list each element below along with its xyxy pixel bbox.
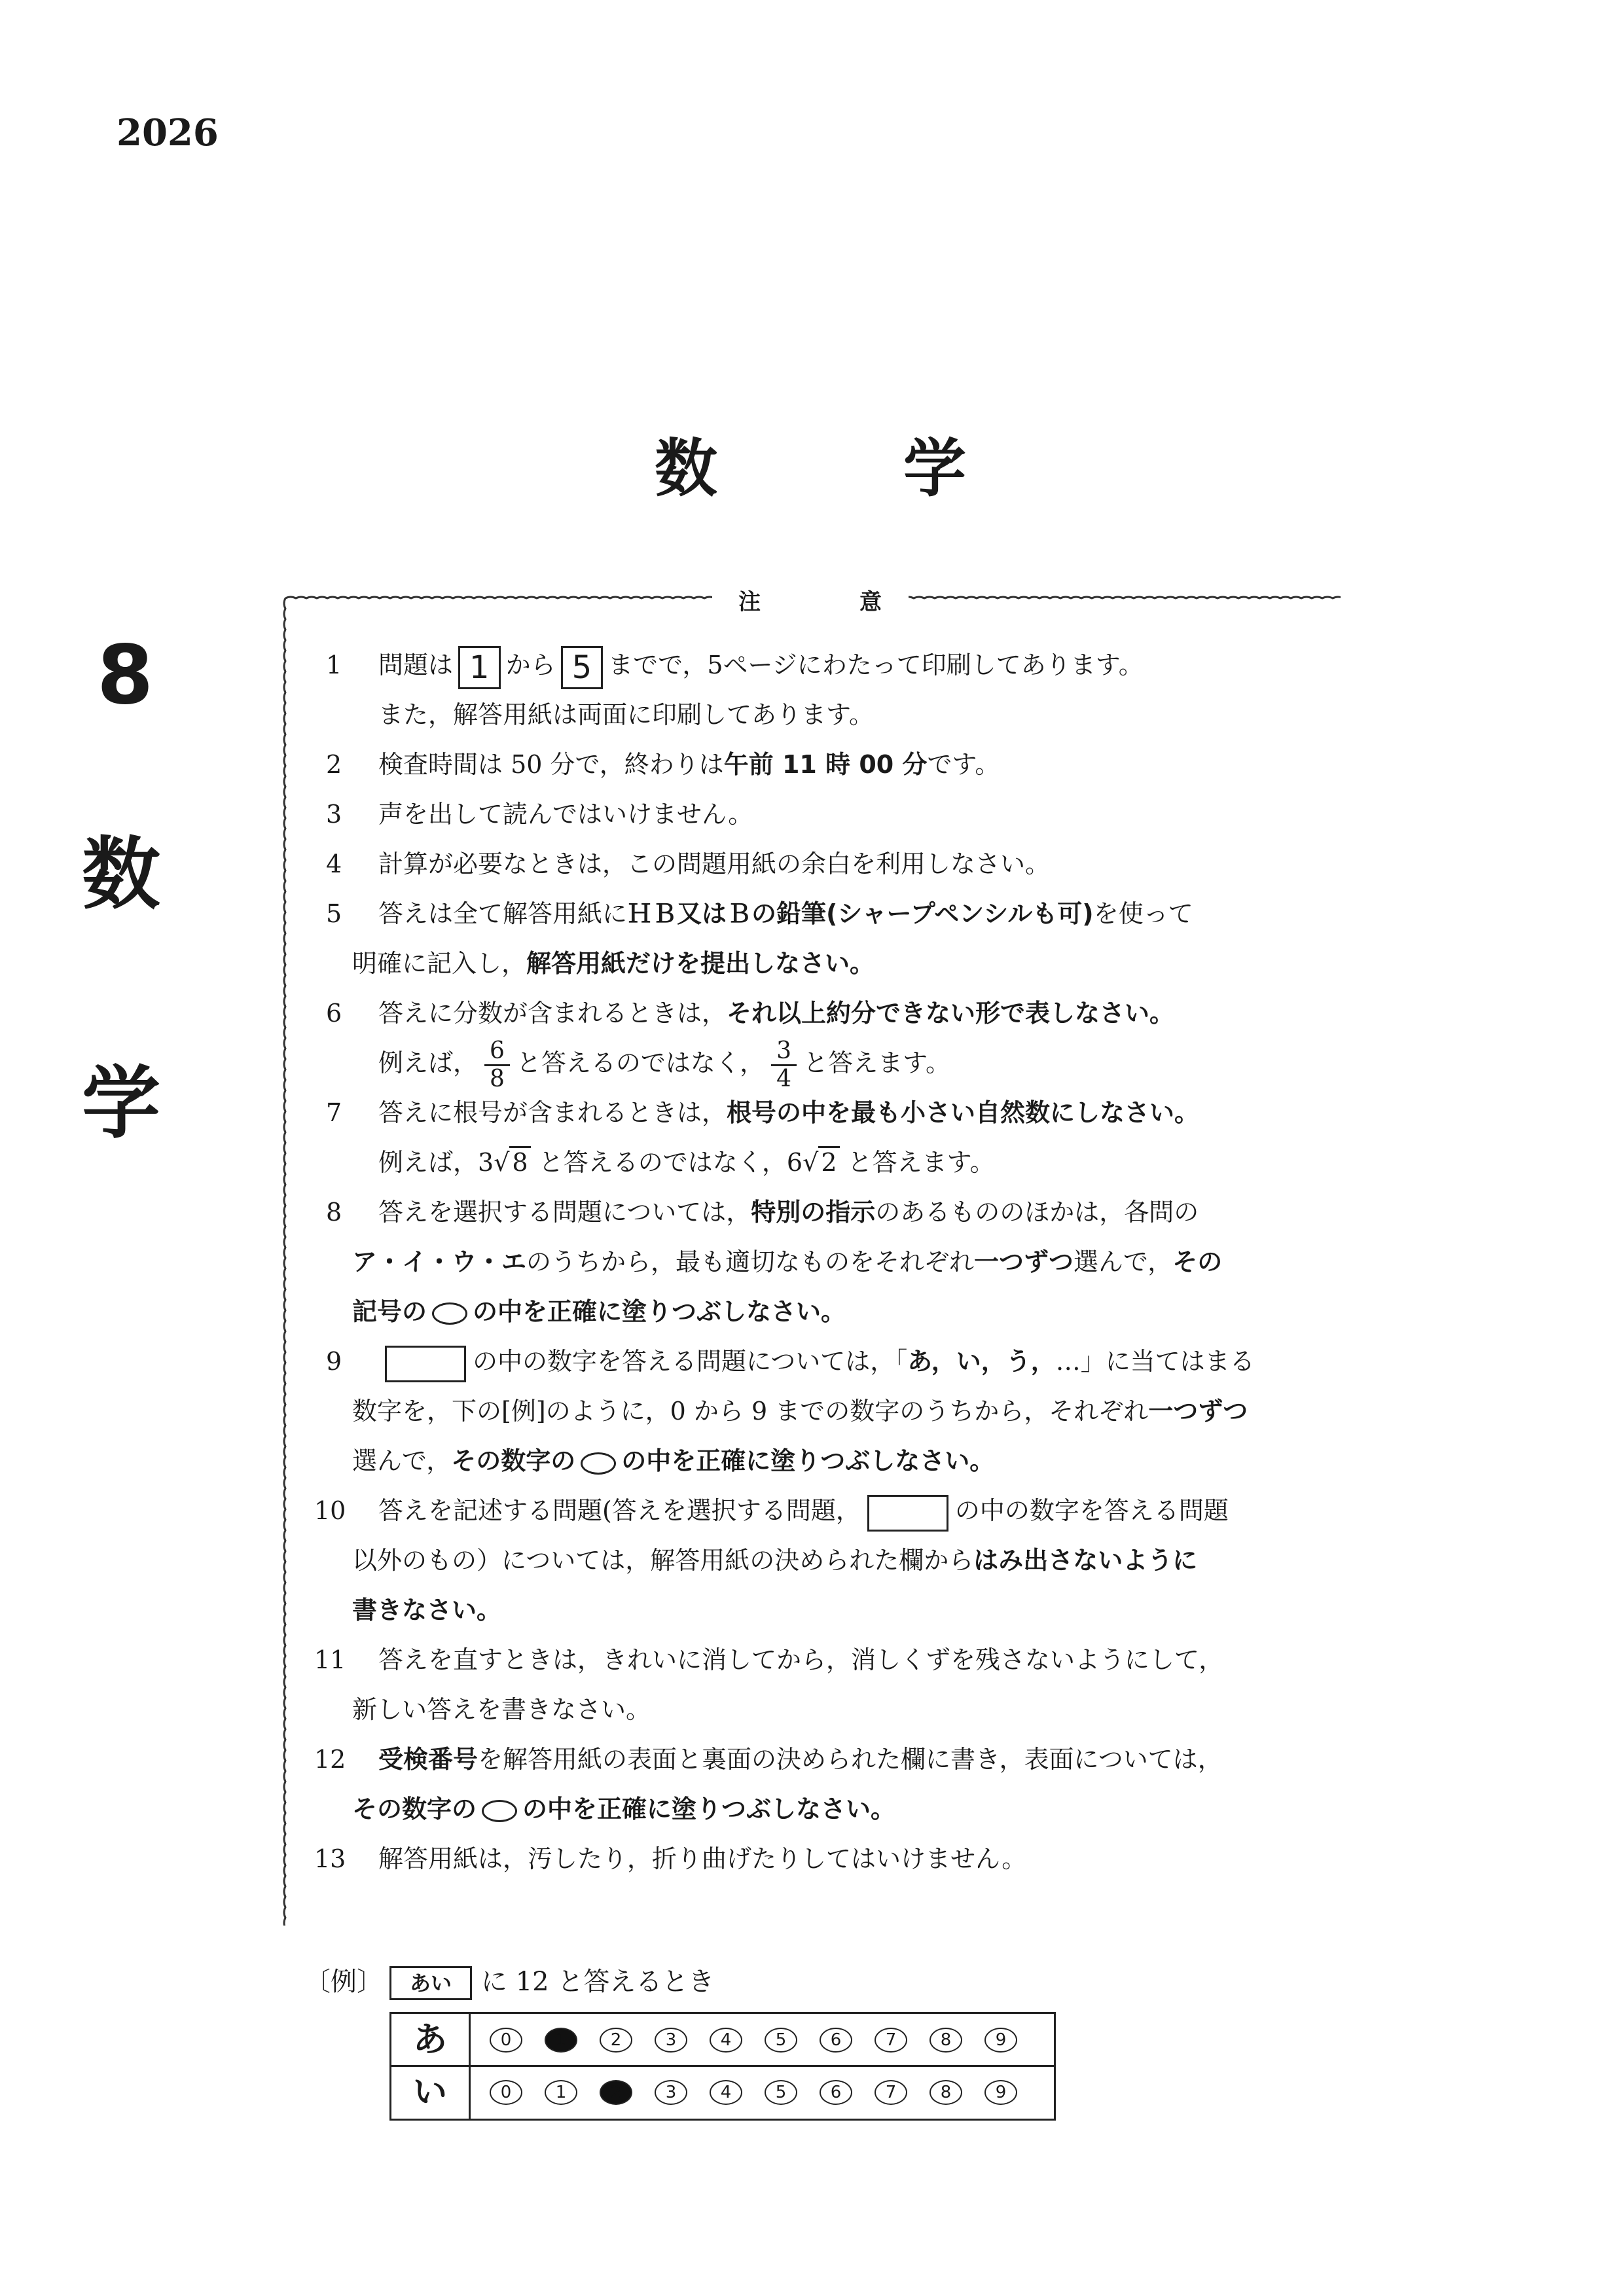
item-text: 問題は xyxy=(378,651,454,679)
item-number: 3 xyxy=(326,800,342,829)
item-number: 5 xyxy=(326,899,342,928)
item-text: から xyxy=(505,651,556,679)
item-text: 例えば， xyxy=(378,1049,478,1077)
item-text: を解答用紙の表面と裏面の決められた欄に書き，表面については， xyxy=(478,1745,1223,1774)
item-text-bold: あ，い，う， xyxy=(907,1347,1056,1376)
side-subject-char-1: 数 xyxy=(82,829,160,920)
answer-bubble-i-3[interactable]: 3 xyxy=(655,2080,687,2105)
item-text: と答えます。 xyxy=(803,1049,951,1077)
answer-bubble-a-2[interactable]: 2 xyxy=(600,2028,632,2053)
item-text: また，解答用紙は両面に印刷してあります。 xyxy=(378,700,874,729)
item-text: 例えば，3 xyxy=(378,1148,494,1177)
answer-bubble-i-0[interactable]: 0 xyxy=(490,2080,522,2105)
notice-item-9 xyxy=(326,1336,1308,1386)
item-text: 答えを選択する問題については， xyxy=(378,1198,751,1227)
notice-head-char-2: 意 xyxy=(859,589,882,615)
answer-bubble-i-7[interactable]: 7 xyxy=(875,2080,907,2105)
item-text-bold: 記号の xyxy=(352,1297,427,1326)
notice-heading xyxy=(712,584,909,620)
item-text-bold: その xyxy=(1172,1247,1223,1276)
item-text: 新しい答えを書きなさい。 xyxy=(352,1695,651,1724)
answer-oval-icon xyxy=(482,1800,517,1822)
answer-bubble-a-8[interactable]: 8 xyxy=(929,2028,962,2053)
title-char-1: 数 xyxy=(655,432,717,505)
notice-item-7 xyxy=(326,1088,1308,1138)
item-text-bold: ＨＢ又はＢの鉛筆(シャープペンシルも可) xyxy=(627,899,1094,928)
item-text: の中の数字を答える問題 xyxy=(954,1496,1229,1525)
radicand: 8 xyxy=(509,1146,530,1177)
item-number: 13 xyxy=(314,1844,346,1873)
item-number: 7 xyxy=(326,1098,342,1127)
item-text-bold: の中を正確に塗りつぶしなさい。 xyxy=(522,1795,896,1823)
example-text: に 12 と答えるとき xyxy=(481,1967,715,1997)
item-text: 答えは全て解答用紙に xyxy=(378,899,628,928)
page-box-last: 5 xyxy=(561,646,604,689)
answer-bubble-a-9[interactable]: 9 xyxy=(984,2028,1017,2053)
sqrt-sign: √ xyxy=(803,1148,819,1177)
item-text: の中の数字を答える問題については，「 xyxy=(473,1347,908,1376)
item-text-bold: 根号の中を最も小さい自然数にしなさい。 xyxy=(727,1098,1200,1127)
item-text: 答えに根号が含まれるときは， xyxy=(378,1098,727,1127)
answer-oval-icon xyxy=(432,1302,467,1325)
row-header-i: い xyxy=(391,2066,471,2119)
notice-head-char-1: 注 xyxy=(738,589,761,615)
example-label: 〔例〕 xyxy=(304,1967,383,1997)
answer-oval-icon xyxy=(581,1452,616,1475)
notice-item-13 xyxy=(314,1834,1308,1884)
answer-bubble-a-6[interactable]: 6 xyxy=(820,2028,852,2053)
answer-bubble-i-8[interactable]: 8 xyxy=(929,2080,962,2105)
item-text-bold: 一つずつ xyxy=(974,1247,1074,1276)
item-text-bold: 受検番号 xyxy=(378,1745,478,1774)
item-text-bold: 午前 11 時 00 分 xyxy=(723,750,928,779)
notice-item-3 xyxy=(326,789,1308,839)
item-number: 6 xyxy=(326,999,342,1028)
item-text: …」に当てはまる xyxy=(1055,1347,1255,1376)
exam-year: 2026 xyxy=(117,111,219,154)
item-text: のうちから，最も適切なものをそれぞれ xyxy=(526,1247,975,1276)
item-text: 声を出して読んではいけません。 xyxy=(378,800,753,829)
answer-bubble-i-2[interactable]: 2 xyxy=(600,2080,632,2105)
notice-box xyxy=(280,589,1341,1926)
answer-bubble-a-4[interactable]: 4 xyxy=(710,2028,742,2053)
item-number: 10 xyxy=(314,1496,346,1525)
title-char-2: 学 xyxy=(903,432,966,505)
item-text: です。 xyxy=(927,750,1000,779)
answer-blank-box xyxy=(867,1495,948,1532)
sqrt-sign: √ xyxy=(494,1148,510,1177)
answer-bubble-a-3[interactable]: 3 xyxy=(655,2028,687,2053)
notice-list xyxy=(314,640,1308,1884)
notice-item-1 xyxy=(326,640,1308,690)
page-title xyxy=(655,419,982,505)
answer-bubble-a-0[interactable]: 0 xyxy=(490,2028,522,2053)
item-text-bold: の中を正確に塗りつぶしなさい。 xyxy=(621,1446,995,1475)
grid-divider xyxy=(391,2065,1054,2067)
item-text: を使って xyxy=(1093,899,1193,928)
item-text: 解答用紙は，汚したり，折り曲げたりしてはいけません。 xyxy=(378,1844,1027,1873)
example-box-label: あい xyxy=(389,1966,472,2000)
radicand: 2 xyxy=(818,1146,839,1177)
answer-bubble-a-5[interactable]: 5 xyxy=(765,2028,797,2053)
item-text: 選んで， xyxy=(1074,1247,1173,1276)
item-text-bold: ア・イ・ウ・エ xyxy=(352,1247,527,1276)
item-text-bold: 書きなさい。 xyxy=(352,1596,502,1624)
item-number: 8 xyxy=(326,1198,342,1227)
item-text: 検査時間は 50 分で，終わりは xyxy=(378,750,724,779)
notice-item-11 xyxy=(314,1635,1308,1685)
notice-item-8 xyxy=(326,1187,1308,1237)
item-text: と答えるのではなく， xyxy=(516,1049,765,1077)
item-text: 答えに分数が含まれるときは， xyxy=(378,999,727,1028)
answer-bubble-i-5[interactable]: 5 xyxy=(765,2080,797,2105)
item-text-bold: はみ出さないように xyxy=(973,1546,1198,1575)
item-number: 4 xyxy=(326,850,342,878)
item-number: 11 xyxy=(314,1645,346,1674)
notice-item-5 xyxy=(326,889,1308,939)
answer-bubble-i-1[interactable]: 1 xyxy=(545,2080,577,2105)
answer-bubble-a-1[interactable]: 1 xyxy=(545,2028,577,2053)
answer-bubble-i-4[interactable]: 4 xyxy=(710,2080,742,2105)
item-text: 選んで， xyxy=(352,1446,452,1475)
fraction-example-1: $\frac{6}{8}$ xyxy=(484,1038,510,1092)
row-header-a: あ xyxy=(391,2014,471,2066)
item-text: 答えを記述する問題(答えを選択する問題， xyxy=(378,1496,861,1525)
answer-blank-box xyxy=(385,1346,466,1382)
page-box-first: 1 xyxy=(458,646,501,689)
item-text: 数字を，下の[例]のように，0 から 9 までの数字のうちから，それぞれ xyxy=(352,1397,1149,1426)
notice-item-10 xyxy=(314,1486,1308,1535)
item-text-bold: それ以上約分できない形で表しなさい。 xyxy=(727,999,1175,1028)
item-number: 2 xyxy=(326,750,342,779)
item-text: と答えます。 xyxy=(847,1148,995,1177)
answer-bubble-i-6[interactable]: 6 xyxy=(820,2080,852,2105)
answer-bubble-a-7[interactable]: 7 xyxy=(875,2028,907,2053)
item-text-bold: その数字の xyxy=(451,1446,576,1475)
answer-bubble-i-9[interactable]: 9 xyxy=(984,2080,1017,2105)
notice-item-12 xyxy=(314,1734,1308,1784)
notice-item-4 xyxy=(326,839,1308,889)
item-text: 計算が必要なときは，この問題用紙の余白を利用しなさい。 xyxy=(378,850,1051,878)
item-text: 以外のもの）については，解答用紙の決められた欄から xyxy=(352,1546,974,1575)
item-text-bold: 解答用紙だけを提出しなさい。 xyxy=(526,949,875,978)
fraction-example-2: $\frac{3}{4}$ xyxy=(771,1038,797,1092)
item-number: 12 xyxy=(314,1745,346,1774)
item-number: 1 xyxy=(326,651,342,679)
answer-bubble-grid xyxy=(389,2012,1056,2121)
side-subject-char-2: 学 xyxy=(82,1058,160,1149)
notice-item-6 xyxy=(326,988,1308,1038)
item-text-bold: その数字の xyxy=(352,1795,477,1823)
item-text-bold: 特別の指示 xyxy=(751,1198,876,1227)
item-text: のあるもののほかは，各問の xyxy=(875,1198,1199,1227)
item-text-bold: 一つずつ xyxy=(1148,1397,1248,1426)
item-text: 明確に記入し， xyxy=(352,949,527,978)
item-text: 答えを直すときは，きれいに消してから，消しくずを残さないようにして， xyxy=(378,1645,1224,1674)
subject-number: 8 xyxy=(97,628,154,723)
item-text: と答えるのではなく，6 xyxy=(538,1148,803,1177)
item-number: 9 xyxy=(326,1347,342,1376)
example-section xyxy=(304,1962,1090,2132)
item-text-bold: の中を正確に塗りつぶしなさい。 xyxy=(473,1297,846,1326)
item-text: までで，5ページにわたって印刷してあります。 xyxy=(608,651,1144,679)
notice-item-2 xyxy=(326,740,1308,789)
